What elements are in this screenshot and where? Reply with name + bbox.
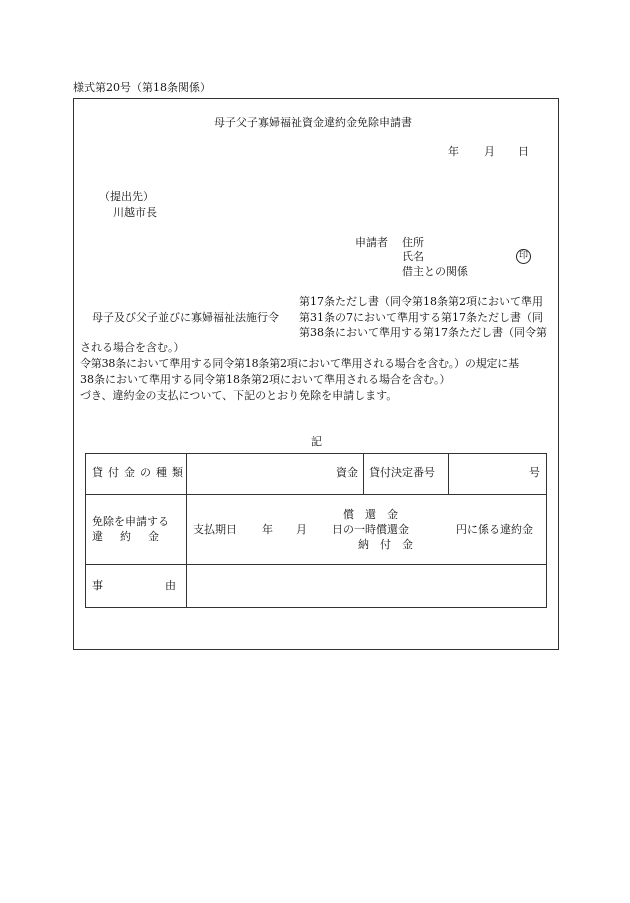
amount-label: 円に係る違約金 <box>456 523 533 536</box>
ki-heading: 記 <box>311 435 322 448</box>
due-year-label: 年 <box>262 523 273 536</box>
penalty-label-line1: 免除を申請する <box>92 515 169 528</box>
body-law-line: 母子及び父子並びに寡婦福祉法施行令 <box>92 311 279 324</box>
table-divider-1 <box>86 494 546 495</box>
decision-number-label: 貸付決定番号 <box>369 466 435 479</box>
repayment-label: 償還金 <box>376 523 409 536</box>
body-continuation-2: 令第38条において準用する同令第18条第2項において準用される場合を含む。）の規定に基 <box>80 357 519 370</box>
payment-stack-label: 納 付 金 <box>358 538 413 551</box>
reason-field[interactable] <box>187 564 544 605</box>
due-day-label: 日の <box>332 523 354 536</box>
loan-fund-suffix: 資金 <box>336 466 358 479</box>
repayment-stack-label: 償 還 金 <box>343 508 398 521</box>
applicant-name-label: 氏名 <box>402 250 424 263</box>
body-continuation-1: される場合を含む。） <box>80 341 185 354</box>
body-option-2: 第31条の7において準用する第17条ただし書（同 <box>299 311 543 324</box>
date-day-label: 日 <box>518 145 529 158</box>
body-closing: づき、違約金の支払について、下記のとおり免除を申請します。 <box>80 389 398 402</box>
due-date-label: 支払期日 <box>193 523 237 536</box>
loan-type-label: 貸付金の種類 <box>92 466 188 479</box>
date-month-label: 月 <box>484 145 495 158</box>
recipient-label: （提出先） <box>99 190 154 203</box>
applicant-relation-label: 借主との関係 <box>402 265 468 278</box>
date-year-label: 年 <box>448 145 459 158</box>
number-suffix: 号 <box>529 466 540 479</box>
recipient-name: 川越市長 <box>113 206 157 219</box>
penalty-label-line2: 違約金 <box>92 530 176 543</box>
lump-sum-label: 一時 <box>354 523 376 536</box>
table-decision-divider <box>448 454 449 494</box>
body-option-1: 第17条ただし書（同令第18条第2項において準用 <box>299 295 543 308</box>
applicant-address-label: 住所 <box>402 236 424 249</box>
due-month-label: 月 <box>296 523 307 536</box>
body-option-3: 第38条において準用する第17条ただし書（同令第 <box>299 326 547 339</box>
form-number: 様式第20号（第18条関係） <box>73 81 211 94</box>
body-continuation-3: 38条において準用する同令第18条第2項において準用される場合を含む。） <box>80 373 451 386</box>
form-title: 母子父子寡婦福祉資金違約金免除申請書 <box>214 116 412 129</box>
reason-label: 事由 <box>92 579 238 592</box>
seal-mark: 印 <box>516 249 531 264</box>
table-fund-divider <box>363 454 364 494</box>
applicant-label: 申請者 <box>355 236 388 249</box>
